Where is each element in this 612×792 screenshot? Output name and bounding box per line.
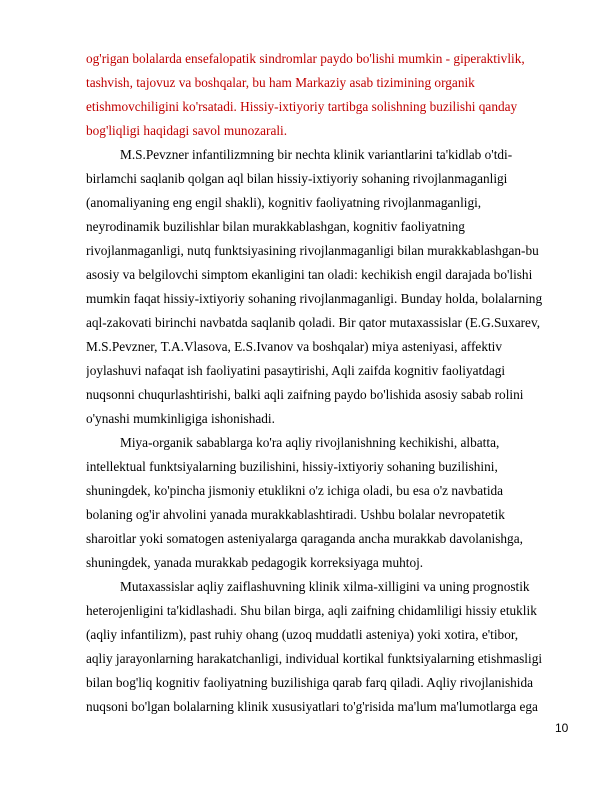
text-line: birlamchi saqlanib qolgan aql bilan hissiy-ixtiyoriy sohaning rivojlanmaganligi — [86, 171, 508, 186]
text-line: sharoitlar yoki somatogen asteniyalarga qaraganda ancha murakkab davolanishga, — [86, 531, 523, 546]
text-line: shuningdek, ko'pincha jismoniy etuklikni o'z ichiga oladi, bu esa o'z navbatida — [86, 483, 504, 498]
text-line: bog'liqligi haqidagi savol munozarali. — [86, 123, 288, 138]
text-line: etishmovchiligini ko'rsatadi. Hissiy-ixtiyoriy tartibga solishning buzilishi qanday — [86, 99, 518, 114]
text-line: (anomaliyaning eng engil shakli), kognitiv faoliyatning rivojlanmaganligi, — [86, 195, 482, 210]
text-line: o'ynashi mumkinligiga ishonishadi. — [86, 411, 275, 426]
paragraph-start-line: M.S.Pevzner infantilizmning bir nechta klinik variantlarini ta'kidlab o'tdi- — [120, 147, 513, 162]
paragraph-start-line: Mutaxassislar aqliy zaiflashuvning klinik xilma-xilligini va uning prognostik — [120, 579, 530, 594]
page-number: 10 — [555, 721, 569, 735]
text-line: aql-zakovati birinchi navbatda saqlanib qoladi. Bir qator mutaxassislar (E.G.Suxarev, — [86, 315, 541, 330]
text-line: rivojlanmaganligi, nutq funktsiyasining rivojlanmaganligi bilan murakkablashgan-bu — [86, 243, 539, 258]
text-line: M.S.Pevzner, T.A.Vlasova, E.S.Ivanov va boshqalar) miya asteniyasi, affektiv — [86, 339, 503, 354]
text-line: intellektual funktsiyalarning buzilishini, hissiy-ixtiyoriy sohaning buzilishini, — [86, 459, 498, 474]
text-line: heterojenligini ta'kidlashadi. Shu bilan birga, aqli zaifning chidamliligi hissiy etuklik — [86, 603, 537, 618]
text-line: aqliy jarayonlarning harakatchanligi, individual kortikal funktsiyalarning etishmasligi — [86, 651, 543, 666]
text-line: mumkin faqat hissiy-ixtiyoriy sohaning rivojlanmaganligi. Bunday holda, bolalarning — [86, 291, 543, 306]
text-line: bolaning og'ir ahvolini yanada murakkablashtiradi. Ushbu bolalar nevropatetik — [86, 507, 505, 522]
text-line: og'rigan bolalarda ensefalopatik sindromlar paydo bo'lishi mumkin - giperaktivlik, — [86, 51, 525, 66]
text-line: joylashuvi nafaqat ish faoliyatini pasaytirishi, Aqli zaifda kognitiv faoliyatdagi — [86, 363, 506, 378]
paragraph-start-line: Miya-organik sabablarga ko'ra aqliy rivojlanishning kechikishi, albatta, — [120, 435, 500, 450]
text-line: nuqsonni chuqurlashtirishi, balki aqli zaifning paydo bo'lishida asosiy sabab rolini — [86, 387, 524, 402]
text-line: shuningdek, yanada murakkab pedagogik korreksiyaga muhtoj. — [86, 555, 424, 570]
text-line: nuqsoni bo'lgan bolalarning klinik xususiyatlari to'g'risida ma'lum ma'lumotlarga ega — [86, 699, 538, 714]
text-line: (aqliy infantilizm), past ruhiy ohang (uzoq muddatli asteniya) yoki xotira, e'tibor, — [86, 627, 519, 642]
text-line: neyrodinamik buzilishlar bilan murakkablashgan, kognitiv faoliyatning — [86, 219, 465, 234]
text-line: bilan bog'liq kognitiv faoliyatning buzilishiga qarab farq qiladi. Aqliy rivojlanishida — [86, 675, 534, 690]
text-line: tashvish, tajovuz va boshqalar, bu ham Markaziy asab tizimining organik — [86, 75, 475, 90]
text-line: asosiy va belgilovchi simptom ekanligini tan oladi: kechikish engil darajada bo'lishi — [86, 267, 533, 282]
